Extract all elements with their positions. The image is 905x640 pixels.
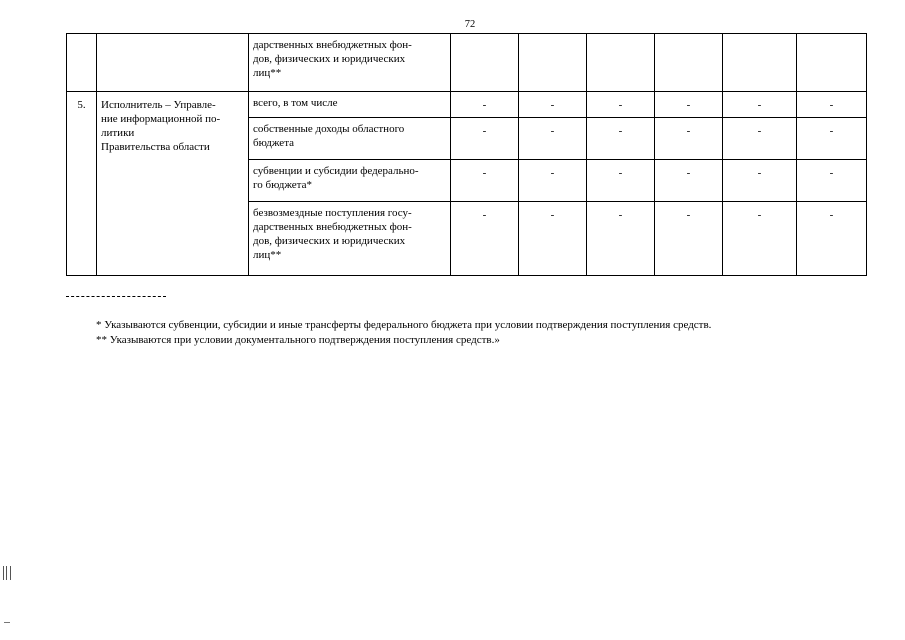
source-label: собственные доходы областного бюджета xyxy=(249,118,451,160)
value-cell: - xyxy=(519,202,587,276)
source-label: дарственных внебюджетных фон- дов, физических и юридических лиц** xyxy=(249,34,451,92)
value-cell: - xyxy=(797,160,867,202)
value-cell: - xyxy=(797,118,867,160)
value-cell: - xyxy=(587,160,655,202)
footnotes xyxy=(96,318,711,348)
footnote-separator xyxy=(66,296,166,297)
value-cell: - xyxy=(519,92,587,118)
margin-mark xyxy=(3,566,11,580)
source-label: субвенции и субсидии федерально- го бюджета* xyxy=(249,160,451,202)
value-cell: - xyxy=(723,118,797,160)
value-cell xyxy=(519,34,587,92)
value-cell: - xyxy=(451,160,519,202)
value-cell xyxy=(655,34,723,92)
value-cell: - xyxy=(451,92,519,118)
value-cell: - xyxy=(723,202,797,276)
footnote: ** Указываются при условии документального подтверждения поступления средств.» xyxy=(96,334,500,346)
value-cell xyxy=(797,34,867,92)
page-number: 72 xyxy=(464,19,476,30)
value-cell: - xyxy=(587,118,655,160)
value-cell: - xyxy=(797,202,867,276)
source-label: всего, в том числе xyxy=(249,92,451,118)
value-cell: - xyxy=(723,92,797,118)
executor-name: Исполнитель – Управле- ние информационной по- литики Правительства области xyxy=(97,92,249,276)
value-cell: - xyxy=(519,160,587,202)
row-number: 5. xyxy=(67,92,97,276)
value-cell: - xyxy=(451,202,519,276)
cell-empty xyxy=(97,34,249,92)
budget-table xyxy=(66,33,867,276)
value-cell: - xyxy=(587,92,655,118)
value-cell xyxy=(451,34,519,92)
value-cell: - xyxy=(655,160,723,202)
value-cell: - xyxy=(797,92,867,118)
value-cell: - xyxy=(655,118,723,160)
margin-tick xyxy=(4,622,10,623)
value-cell: - xyxy=(655,202,723,276)
continuation-row xyxy=(67,34,867,92)
footnote: * Указываются субвенции, субсидии и иные трансферты федерального бюджета при условии подтверждения поступления средств. xyxy=(96,319,712,331)
value-cell: - xyxy=(655,92,723,118)
source-label: безвозмездные поступления госу- дарственных внебюджетных фон- дов, физических и юридических лиц** xyxy=(249,202,451,276)
cell-empty xyxy=(67,34,97,92)
value-cell: - xyxy=(723,160,797,202)
value-cell: - xyxy=(451,118,519,160)
value-cell xyxy=(723,34,797,92)
table-row xyxy=(67,92,867,118)
value-cell: - xyxy=(587,202,655,276)
value-cell: - xyxy=(519,118,587,160)
value-cell xyxy=(587,34,655,92)
